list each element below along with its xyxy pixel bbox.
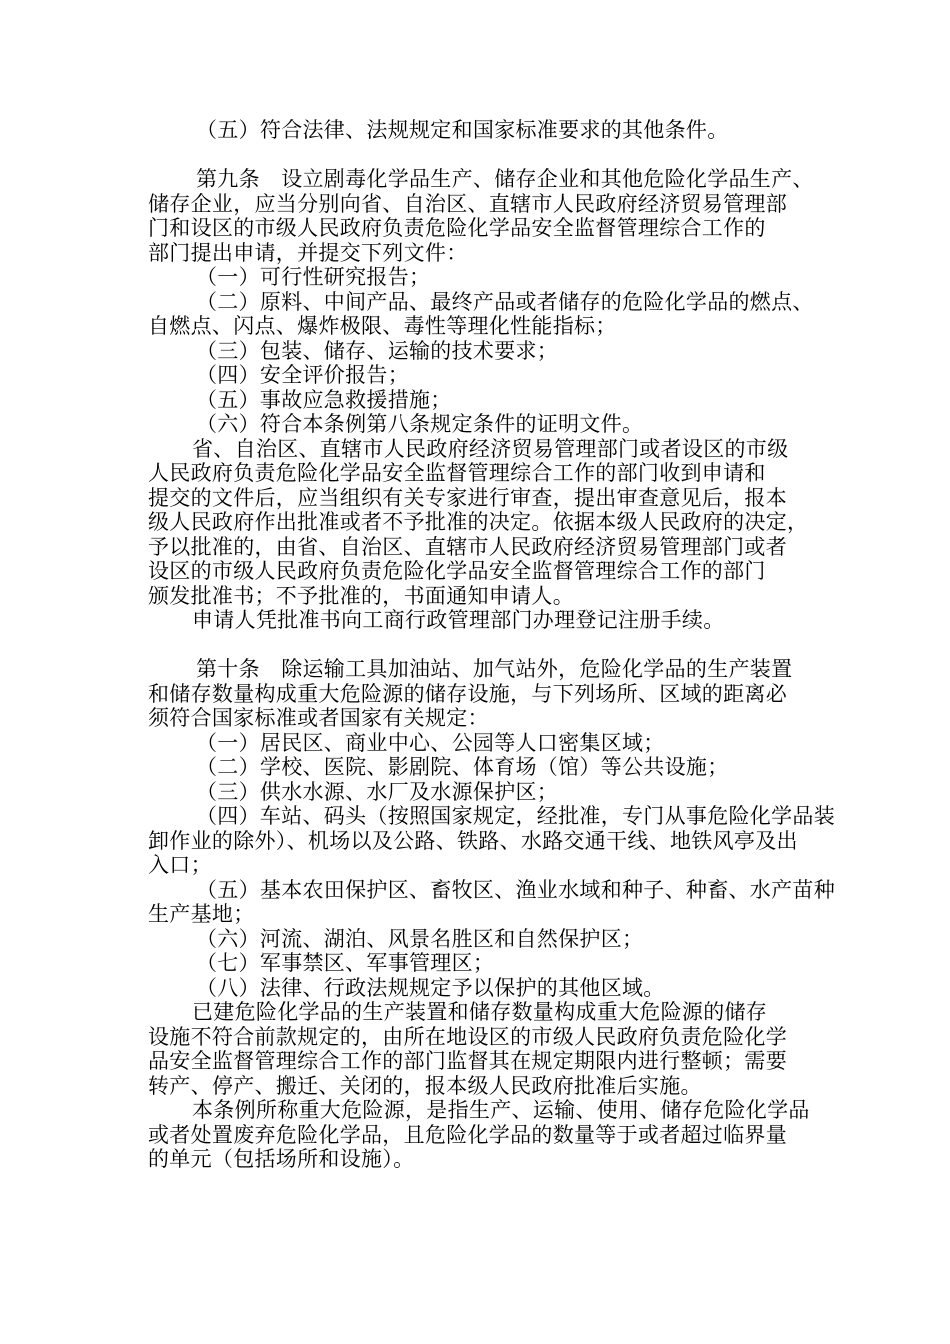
text-line: 自燃点、闪点、爆炸极限、毒性等理化性能指标； bbox=[148, 314, 617, 338]
text-line: 本条例所称重大危险源，是指生产、运输、使用、储存危险化学品 bbox=[192, 1098, 810, 1122]
text-line: （三）包装、储存、运输的技术要求； bbox=[196, 338, 559, 363]
text-line: （五）基本农田保护区、畜牧区、渔业水域和种子、种畜、水产苗种 bbox=[196, 877, 835, 902]
text-line: （八）法律、行政法规规定予以保护的其他区域。 bbox=[196, 975, 665, 1000]
text-line: 或者处置废弃危险化学品，且危险化学品的数量等于或者超过临界量 bbox=[148, 1122, 787, 1147]
text-line: 转产、停产、搬迁、关闭的，报本级人民政府批准后实施。 bbox=[148, 1073, 702, 1098]
text-line: （四）车站、码头（按照国家规定，经批准，专门从事危险化学品装 bbox=[196, 804, 835, 828]
document-page bbox=[148, 118, 835, 1172]
text-line: 设区的市级人民政府负责危险化学品安全监督管理综合工作的部门 bbox=[148, 559, 766, 583]
text-line: 设施不符合前款规定的，由所在地设区的市级人民政府负责危险化学 bbox=[148, 1024, 787, 1049]
text-line: （三）供水水源、水厂及水源保护区； bbox=[196, 779, 559, 804]
text-line: 已建危险化学品的生产装置和储存数量构成重大危险源的储存 bbox=[192, 1000, 768, 1024]
text-line: 须符合国家标准或者国家有关规定： bbox=[148, 706, 489, 730]
paragraph-gap bbox=[148, 633, 816, 658]
text-line: 生产基地； bbox=[148, 902, 255, 926]
text-line: 级人民政府作出批准或者不予批准的决定。依据本级人民政府的决定， bbox=[148, 510, 809, 534]
text-line: 入口； bbox=[148, 853, 212, 877]
text-line: （六）河流、湖泊、风景名胜区和自然保护区； bbox=[196, 926, 644, 951]
text-line: （一）可行性研究报告； bbox=[196, 265, 431, 289]
text-line: 提交的文件后，应当组织有关专家进行审查，提出审查意见后，报本 bbox=[148, 485, 787, 510]
text-line: （一）居民区、商业中心、公园等人口密集区域； bbox=[196, 730, 665, 755]
text-line: 人民政府负责危险化学品安全监督管理综合工作的部门收到申请和 bbox=[148, 461, 766, 485]
text-line: 省、自治区、直辖市人民政府经济贸易管理部门或者设区的市级 bbox=[192, 436, 789, 461]
text-line: 储存企业，应当分别向省、自治区、直辖市人民政府经济贸易管理部 bbox=[148, 191, 787, 216]
text-line: （二）原料、中间产品、最终产品或者储存的危险化学品的燃点、 bbox=[196, 289, 814, 314]
text-line: 予以批准的，由省、自治区、直辖市人民政府经济贸易管理部门或者 bbox=[148, 534, 787, 559]
text-line: 和储存数量构成重大危险源的储存设施，与下列场所、区域的距离必 bbox=[148, 681, 787, 706]
text-line: （五）事故应急救援措施； bbox=[196, 387, 452, 412]
text-line: 的单元（包括场所和设施）。 bbox=[148, 1147, 415, 1171]
text-line: 品安全监督管理综合工作的部门监督其在规定期限内进行整顿；需要 bbox=[148, 1049, 787, 1073]
text-line: 颁发批准书；不予批准的，书面通知申请人。 bbox=[148, 583, 574, 608]
text-line: 部门提出申请，并提交下列文件： bbox=[148, 240, 468, 265]
text-line: （六）符合本条例第八条规定条件的证明文件。 bbox=[196, 412, 644, 436]
text-line: 申请人凭批准书向工商行政管理部门办理登记注册手续。 bbox=[192, 608, 725, 632]
text-line: （二）学校、医院、影剧院、体育场（馆）等公共设施； bbox=[196, 755, 729, 779]
text-line: （四）安全评价报告； bbox=[196, 363, 409, 387]
text-line: 第九条 设立剧毒化学品生产、储存企业和其他危险化学品生产、 bbox=[196, 167, 814, 191]
text-line: 第十条 除运输工具加油站、加气站外，危险化学品的生产装置 bbox=[196, 657, 793, 681]
text-line: （七）军事禁区、军事管理区； bbox=[196, 951, 495, 975]
paragraph-gap bbox=[148, 143, 816, 168]
text-line: 门和设区的市级人民政府负责危险化学品安全监督管理综合工作的 bbox=[148, 216, 766, 240]
text-line: （五）符合法律、法规规定和国家标准要求的其他条件。 bbox=[196, 118, 729, 142]
text-line: 卸作业的除外）、机场以及公路、铁路、水路交通干线、地铁风亭及出 bbox=[148, 828, 798, 853]
